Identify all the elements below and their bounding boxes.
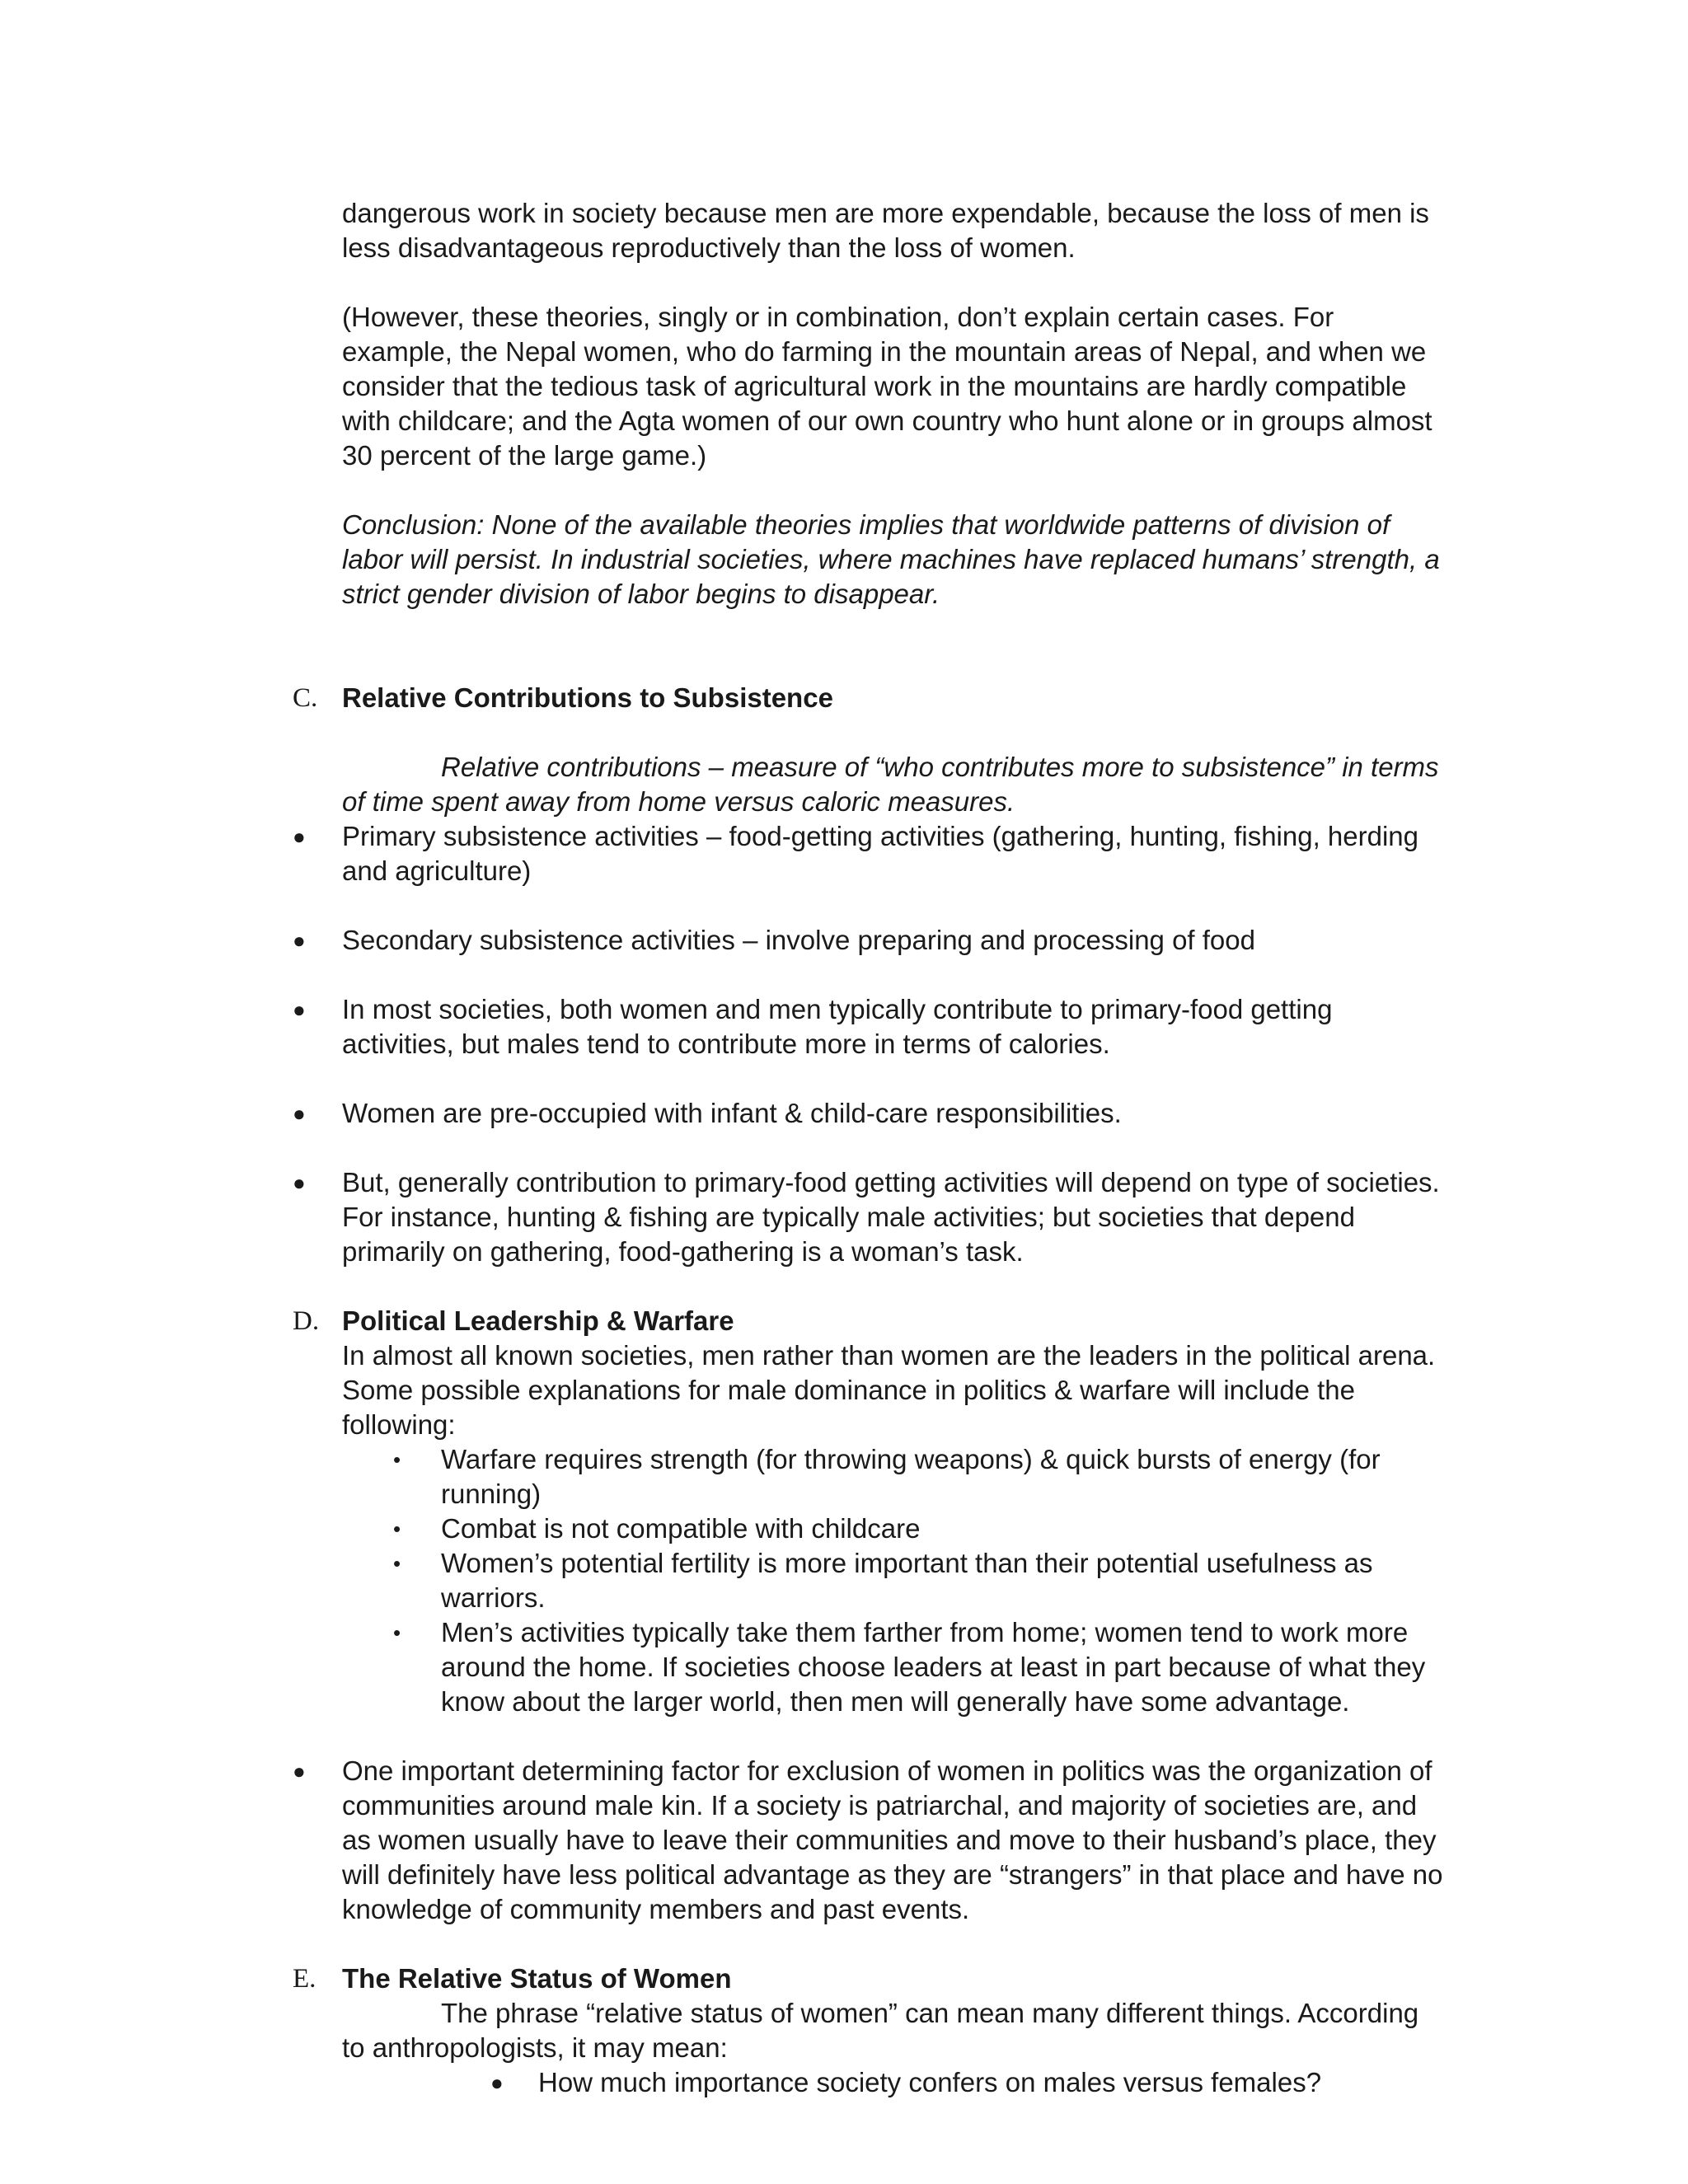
section-c-definition: Relative contributions – measure of “who contributes more to subsistence” in terms of time spent away from home versus caloric measures. [342, 752, 1439, 817]
bullet-icon: ● [293, 928, 306, 953]
bullet-icon: • [393, 1516, 401, 1541]
section-c [293, 681, 1447, 715]
list-item-text: How much importance society confers on males versus females? [538, 2067, 1322, 2097]
list-item-text: Secondary subsistence activities – involve preparing and processing of food [342, 925, 1255, 955]
section-d [293, 1304, 1447, 1338]
bullet-icon: ● [293, 1759, 306, 1783]
document-body [293, 196, 1447, 2100]
list-item-text: Primary subsistence activities – food-getting activities (gathering, hunting, fishing, herding and agriculture) [342, 821, 1419, 886]
list-item-text: In most societies, both women and men typically contribute to primary-food getting activities, but males tend to contribute more in terms of calories. [342, 994, 1333, 1059]
list-item-text: Women’s potential fertility is more important than their potential usefulness as warriors. [441, 1548, 1373, 1613]
list-item [293, 1754, 1447, 1927]
section-e-heading: The Relative Status of Women [342, 1963, 732, 1994]
list-item-text: Warfare requires strength (for throwing weapons) & quick bursts of energy (for running) [441, 1444, 1381, 1509]
list-item [490, 2065, 1447, 2100]
bullet-icon: • [393, 1447, 401, 1472]
bullet-icon: ● [293, 997, 306, 1022]
list-item [293, 1096, 1447, 1131]
conclusion-paragraph: Conclusion: None of the available theories implies that worldwide patterns of division of labor will persist. In industrial societies, where machines have replaced humans’ strength, a strict gender division of labor begins to disappear. [342, 509, 1440, 609]
section-c-letter: C. [293, 683, 318, 713]
list-item [293, 923, 1447, 958]
list-item [293, 819, 1447, 888]
list-item [393, 1615, 1447, 1719]
list-item [393, 1546, 1447, 1615]
section-d-heading: Political Leadership & Warfare [342, 1305, 734, 1336]
intro-paragraph-1: dangerous work in society because men are more expendable, because the loss of men is less disadvantageous reproductively than the loss of women. [342, 198, 1429, 263]
list-item [293, 1165, 1447, 1269]
section-e [293, 1961, 1447, 1996]
list-item-text: Combat is not compatible with childcare [441, 1513, 921, 1544]
list-item [393, 1511, 1447, 1546]
section-e-subbullet-list [342, 2065, 1447, 2100]
bullet-icon: • [393, 1620, 401, 1645]
list-item-text: But, generally contribution to primary-food getting activities will depend on type of societies. For instance, hunting & fishing are typically male activities; but societies that depend primarily on gathering, food-gathering is a woman’s task. [342, 1167, 1440, 1267]
section-e-intro: The phrase “relative status of women” can mean many different things. According to anthropologists, it may mean: [342, 1998, 1419, 2063]
list-item-text: One important determining factor for exclusion of women in politics was the organization of communities around male kin. If a society is patriarchal, and majority of societies are, and as women usually have to leave their communities and move to their husband’s place, they will definitely have less political advantage as they are “strangers” in that place and have no knowledge of community members and past events. [342, 1755, 1443, 1924]
list-item [293, 992, 1447, 1062]
bullet-icon: • [393, 1551, 401, 1576]
bullet-icon: ● [293, 1101, 306, 1126]
section-d-bullet-list [293, 1754, 1447, 1927]
bullet-icon: ● [293, 824, 306, 849]
section-c-bullet-list [293, 819, 1447, 1269]
list-item-text: Women are pre-occupied with infant & child-care responsibilities. [342, 1098, 1122, 1128]
section-c-heading: Relative Contributions to Subsistence [342, 682, 833, 713]
section-d-subbullet-list [342, 1442, 1447, 1719]
bullet-icon: ● [293, 1170, 306, 1195]
list-item-text: Men’s activities typically take them farther from home; women tend to work more around the home. If societies choose leaders at least in part because of what they know about the larger world, then men will generally have some advantage. [441, 1617, 1426, 1717]
intro-paragraph-2: (However, these theories, singly or in combination, don’t explain certain cases. For example, the Nepal women, who do farming in the mountain areas of Nepal, and when we consider that the tedious task of agricultural work in the mountains are hardly compatible with childcare; and the Agta women of our own country who hunt alone or in groups almost 30 percent of the large game.) [342, 302, 1432, 471]
list-item [393, 1442, 1447, 1511]
section-d-letter: D. [293, 1306, 320, 1336]
section-d-intro: In almost all known societies, men rather than women are the leaders in the political arena. Some possible explanations for male dominance in politics & warfare will include the following: [342, 1340, 1436, 1440]
section-e-letter: E. [293, 1964, 316, 1994]
bullet-icon: ● [490, 2070, 504, 2095]
